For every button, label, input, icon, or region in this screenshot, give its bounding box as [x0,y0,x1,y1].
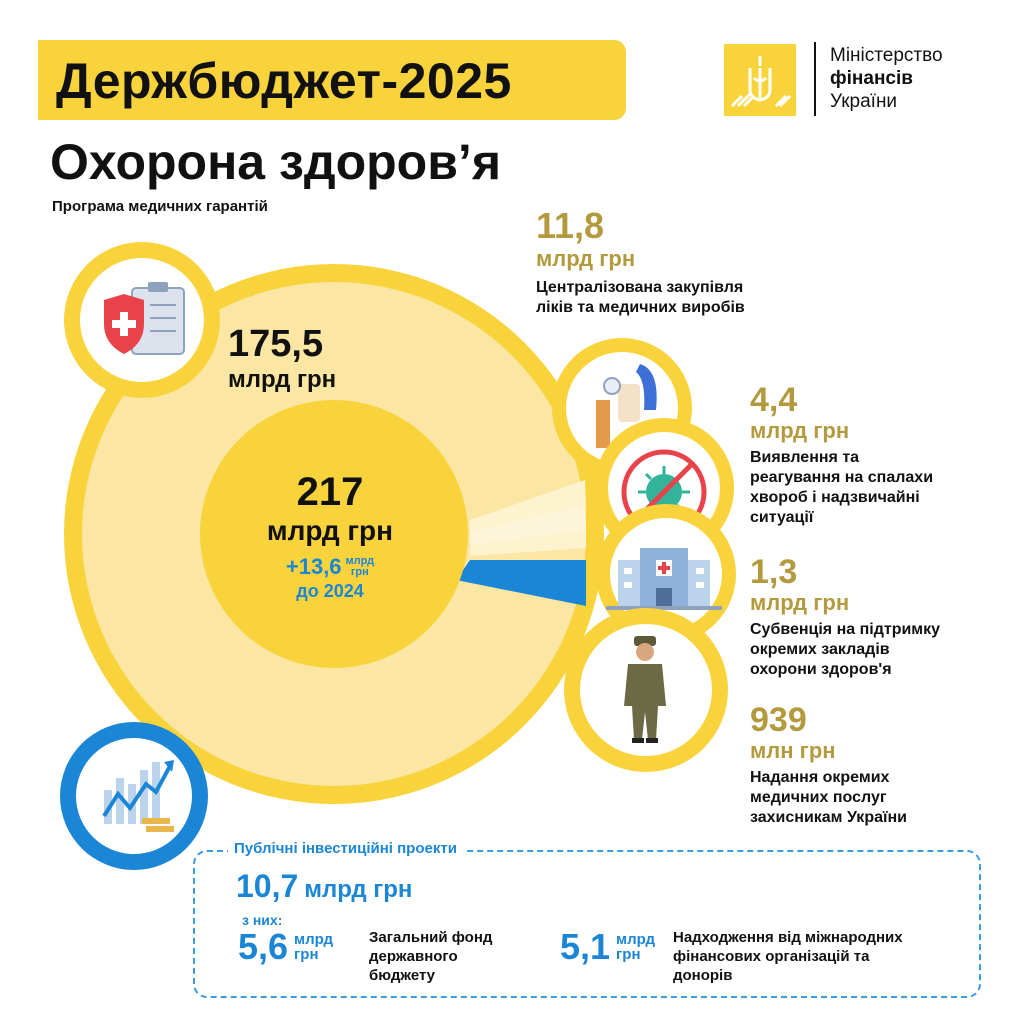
total-delta-label: до 2024 [296,581,364,601]
item-desc-line: медичних послуг [750,789,887,806]
item-value: 11,8 [536,205,605,246]
medical-program-label: Програма медичних гарантій [52,198,268,215]
item-unit: млрд грн [750,590,850,615]
investments-part-2 [560,928,903,985]
total-delta-unit: млрд грн [345,555,375,578]
item-desc-line: охорони здоров'я [750,661,892,678]
total-delta-value: +13,6 [285,554,342,579]
item-hospitals [750,554,940,680]
item-unit: млн грн [750,738,836,763]
item-defenders [750,702,907,828]
part2-unit: млрд грн [616,931,655,963]
item-desc-line: ситуації [750,509,814,526]
total-delta [230,554,430,580]
investments-unit: млрд грн [304,876,413,903]
part2-value: 5,1 [560,926,611,967]
part1-value: 5,6 [238,926,289,967]
item-medicine-purchase [536,206,745,318]
part1-desc: Загальний фонд державного бюджету [368,929,493,984]
investments-label: Публічні інвестиційні проекти [228,840,463,857]
part2-desc: Надходження від міжнародних фінансових організацій та донорів [672,929,903,984]
logo-line-1: Міністерство [830,45,943,66]
item-desc-line: Субвенція на підтримку [750,621,941,638]
total-unit: млрд грн [266,515,394,546]
investments-part-1 [238,928,492,985]
item-desc-line: Надання окремих [750,769,890,786]
medical-program-value: 175,5 [228,323,324,365]
logo-line-3: України [830,91,898,112]
item-desc-line: захисникам України [750,809,907,826]
total-block [230,470,430,602]
logo-line-2: фінансів [830,68,913,89]
total-value: 217 [296,470,364,514]
item-value: 1,3 [750,553,798,591]
investments-of-which: з них: [242,912,283,928]
item-desc-line: хвороб і надзвичайні [750,489,920,506]
item-value: 4,4 [750,381,798,419]
item-unit: млрд грн [536,246,636,271]
item-desc-line: ліків та медичних виробів [536,299,745,316]
item-desc-line: Централізована закупівля [536,279,744,296]
investments-value: 10,7 [236,868,299,904]
item-desc-line: Виявлення та [750,449,860,466]
item-value: 939 [750,701,807,739]
page-title: Держбюджет-2025 [56,53,512,109]
medical-program-unit: млрд грн [228,366,337,393]
page-subtitle: Охорона здоров’я [50,134,502,190]
item-outbreaks [750,382,933,528]
investments-total [236,868,412,905]
item-desc-line: реагування на спалахи [750,469,934,486]
item-desc-line: окремих закладів [750,641,890,658]
item-unit: млрд грн [750,418,850,443]
part1-unit: млрд грн [294,931,333,963]
